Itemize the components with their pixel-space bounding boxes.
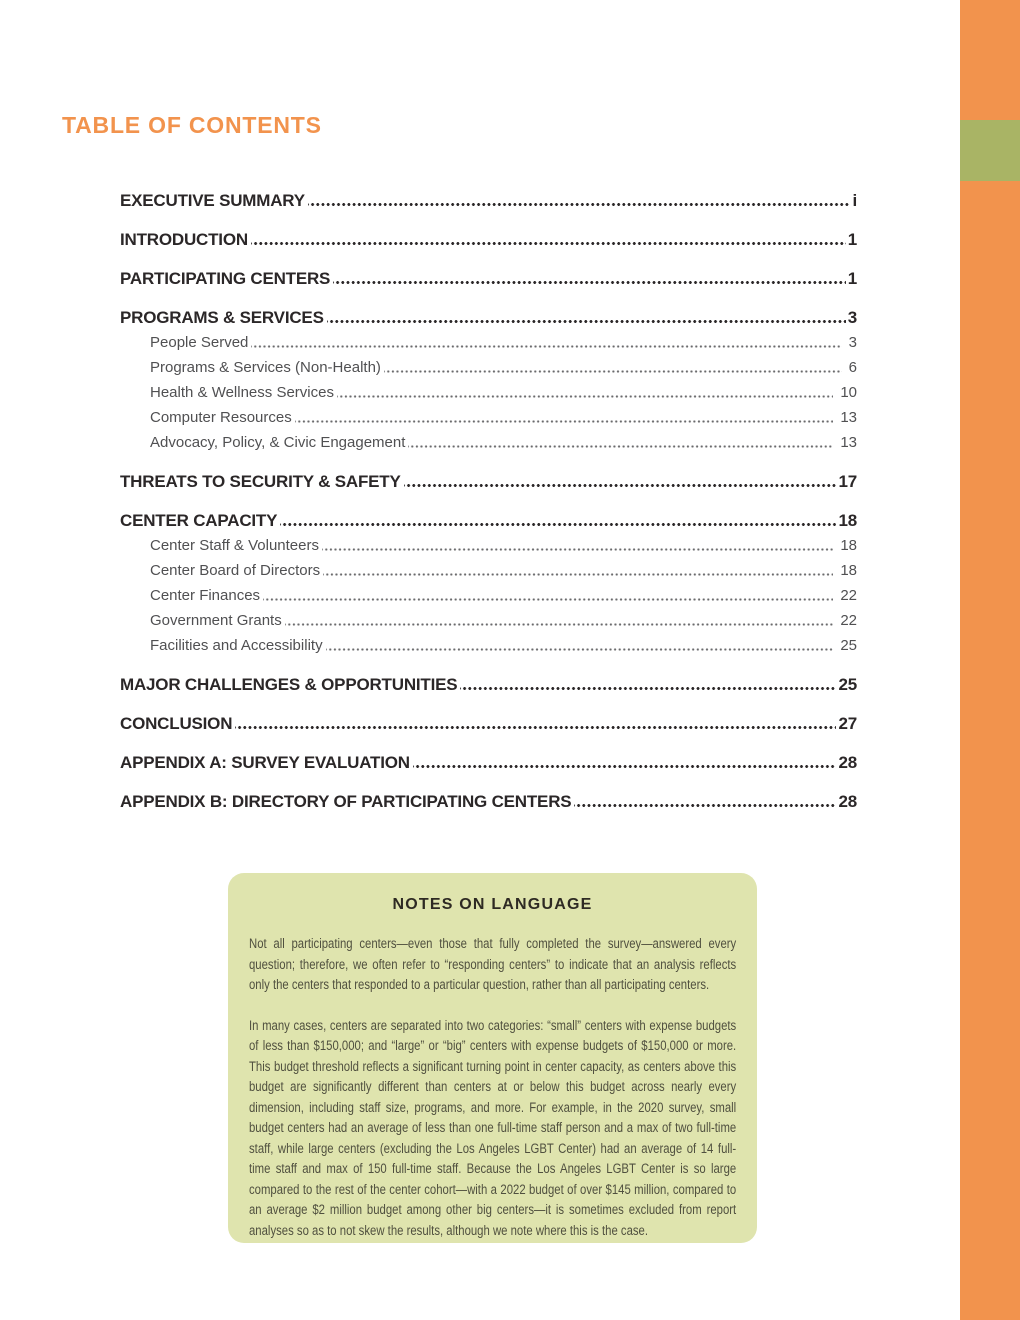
toc-leader-dots [323,558,833,583]
toc-entry-label: People Served [150,334,249,351]
toc-entry-page-number: 13 [840,434,857,451]
toc-entry-page-number: 22 [840,587,857,604]
toc-entry [120,533,857,558]
toc-leader-dots [263,583,833,608]
toc-leader-dots [295,405,834,430]
toc-entry-page-number: 3 [847,308,857,327]
toc-entry-page-number: 18 [840,562,857,579]
toc-entry-label: THREATS TO SECURITY & SAFETY [120,472,401,491]
toc-leader-dots [327,305,846,330]
toc-leader-dots [333,266,846,291]
toc-entry-label: Center Finances [150,587,261,604]
toc-entry [120,266,857,291]
toc-entry-page-number: 25 [840,637,857,654]
page-title: TABLE OF CONTENTS [62,112,322,138]
right-accent-bar [960,0,1020,1320]
toc-entry [120,227,857,252]
toc-entry [120,789,857,814]
toc-entry-label: Computer Resources [150,409,292,426]
toc-entry-page-number: 18 [840,537,857,554]
toc-entry [120,305,857,330]
toc-entry [120,430,857,455]
toc-entry [120,672,857,697]
toc-entry-label: Center Board of Directors [150,562,321,579]
toc-entry-page-number: 17 [838,472,857,491]
toc-entry-label: EXECUTIVE SUMMARY [120,191,305,210]
toc-leader-dots [251,330,841,355]
toc-entry [120,508,857,533]
toc-entry-page-number: 22 [840,612,857,629]
toc-entry [120,405,857,430]
toc-leader-dots [460,672,836,697]
toc-entry-label: CONCLUSION [120,714,233,733]
toc-entry-page-number: 13 [840,409,857,426]
toc-entry [120,608,857,633]
notes-title: NOTES ON LANGUAGE [392,896,593,913]
toc-entry-label: APPENDIX B: DIRECTORY OF PARTICIPATING CENTERS [120,792,572,811]
toc-entry [120,330,857,355]
toc-leader-dots [322,533,833,558]
toc-entry-page-number: 1 [847,230,857,249]
toc-entry-page-number: 1 [847,269,857,288]
toc-entry-label: Advocacy, Policy, & Civic Engagement [150,434,406,451]
toc-entry-label: MAJOR CHALLENGES & OPPORTUNITIES [120,675,458,694]
toc-leader-dots [235,711,836,736]
toc-entry-label: APPENDIX A: SURVEY EVALUATION [120,753,410,772]
toc-entry-page-number: 28 [838,792,857,811]
toc-entry [120,188,857,213]
toc-leader-dots [413,750,837,775]
toc-entry [120,380,857,405]
toc-leader-dots [251,227,846,252]
toc-entry-label: INTRODUCTION [120,230,248,249]
notes-paragraph-2: In many cases, centers are separated into two categories: “small” centers with expense budgets of less than $150,000; and “large” or “big” centers with expense budgets of $150,000 or more. This budget threshold reflects a significant turning point in center capacity, as centers above this budget are significantly different than centers at or below this budget across nearly every dimension, including staff size, programs, and more. For example, in the 2020 survey, small budget centers had an average of less than one full-time staff person and a max of two full-time staff, while large centers (excluding the Los Angeles LGBT Center) had an average of 14 full-time staff and max of 150 full-time staff. Because the Los Angeles LGBT Center is so large compared to the rest of the center cohort—with a 2022 budget of over $145 million, compared to an average $2 million budget among other big centers—it is sometimes excluded from report analyses so as to not skew the results, although we note where this is the case. [249,1017,737,1238]
toc-leader-dots [574,789,836,814]
toc-entry [120,355,857,380]
toc-leader-dots [285,608,834,633]
toc-entry [120,711,857,736]
toc-entry [120,633,857,658]
toc-entry [120,558,857,583]
toc-entry-page-number: 28 [838,753,857,772]
toc-entry-label: CENTER CAPACITY [120,511,278,530]
toc-leader-dots [280,508,836,533]
toc-entry-label: Center Staff & Volunteers [150,537,319,554]
notes-box [228,873,757,1243]
toc-entry-label: Facilities and Accessibility [150,637,323,654]
toc-entry-label: PROGRAMS & SERVICES [120,308,324,327]
toc-entry-label: Government Grants [150,612,282,629]
right-accent-square [960,120,1020,181]
toc-entry [120,750,857,775]
notes-paragraph-1: Not all participating centers—even those that fully completed the survey—answered every question; therefore, we often refer to “responding centers” to indicate that an analysis reflects only the centers that responded to a particular question, rather than all participating centers. [249,936,737,992]
toc-leader-dots [308,188,851,213]
toc-entry-page-number: 27 [838,714,857,733]
toc-leader-dots [404,469,837,494]
toc-entry-page-number: 10 [840,384,857,401]
toc-entry-label: Programs & Services (Non-Health) [150,359,381,376]
toc-entry-page-number: 3 [848,334,857,351]
toc-entry-page-number: 18 [838,511,857,530]
toc-entry [120,583,857,608]
toc-leader-dots [408,430,833,455]
toc-entry-page-number: 25 [838,675,857,694]
toc-entry [120,469,857,494]
toc-entry-page-number: 6 [848,359,857,376]
toc-leader-dots [384,355,842,380]
toc-entry-page-number: i [852,191,857,210]
toc-leader-dots [337,380,833,405]
toc-entry-label: PARTICIPATING CENTERS [120,269,331,288]
toc-list [120,188,857,814]
toc-leader-dots [326,633,834,658]
toc-entry-label: Health & Wellness Services [150,384,334,401]
notes-body [249,934,736,1241]
